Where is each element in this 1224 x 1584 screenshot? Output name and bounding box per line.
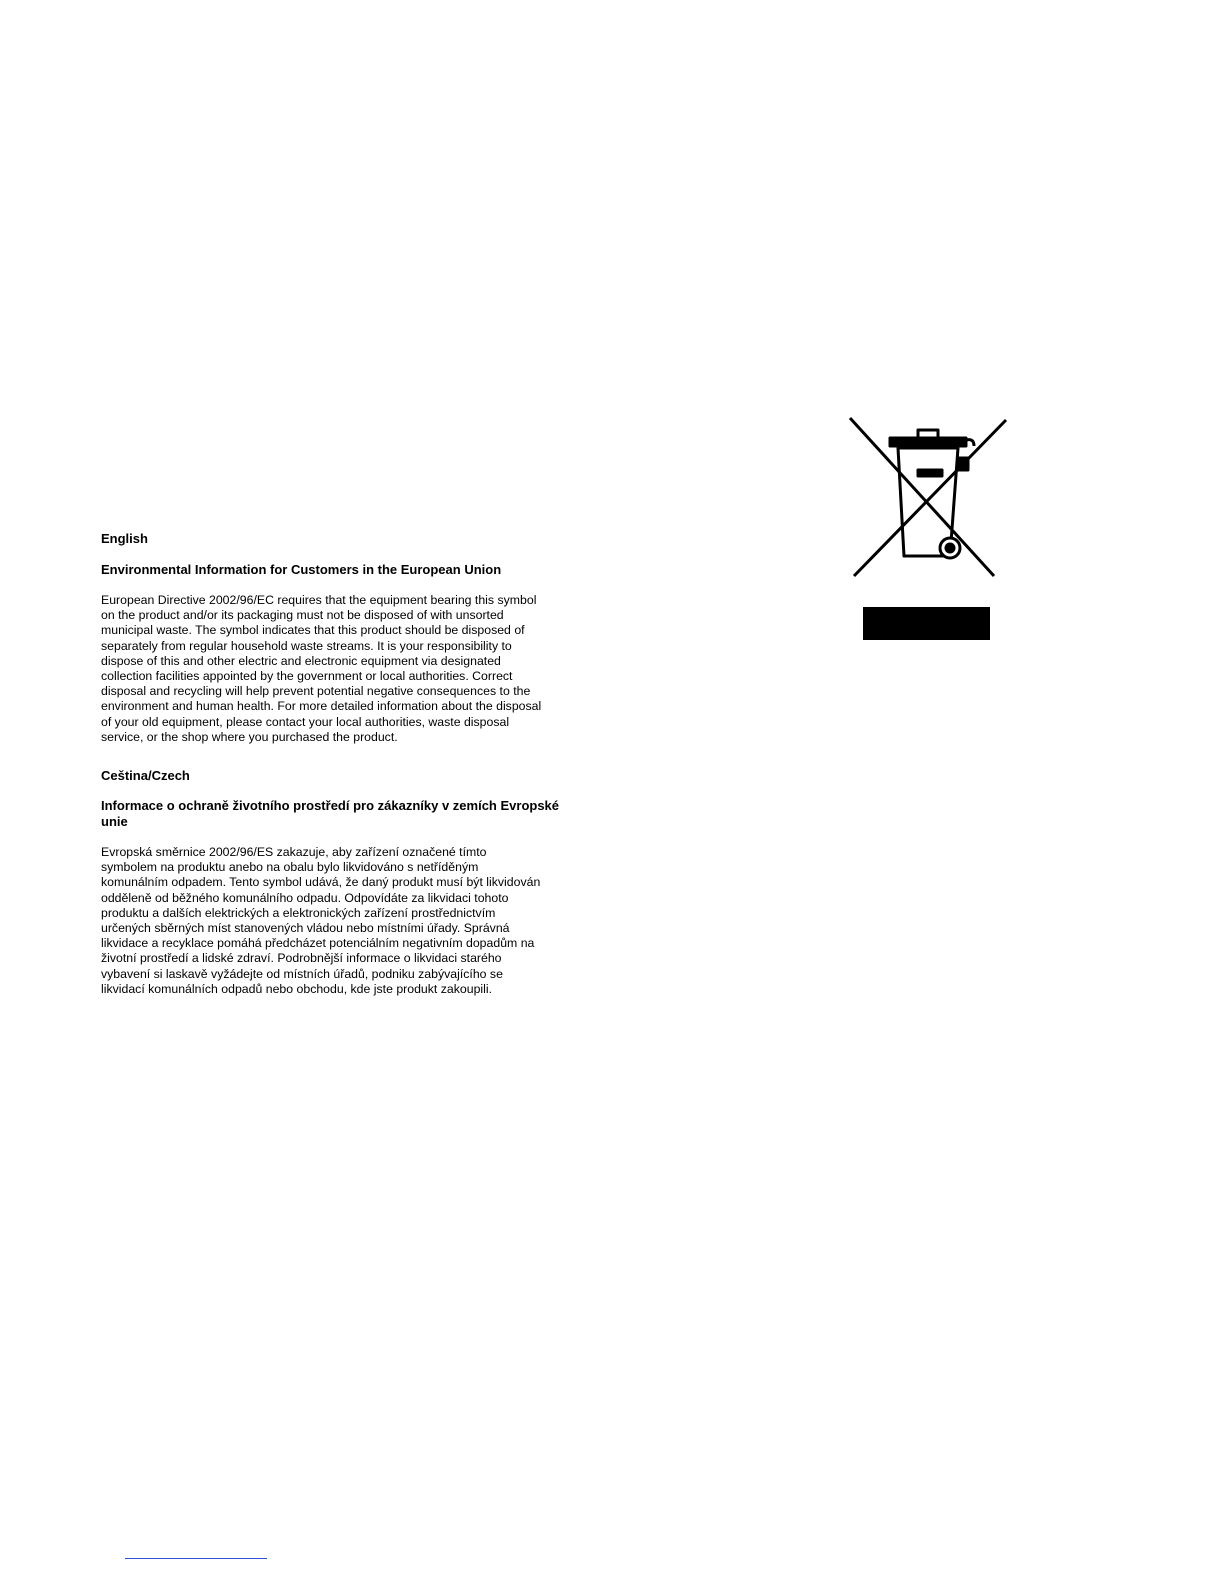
bin-label — [918, 470, 942, 476]
footnote-rule — [125, 1558, 267, 1559]
czech-section-body: Evropská směrnice 2002/96/ES zakazuje, aby zařízení označené tímto symbolem na produktu anebo na obalu bylo likvidováno s netříděným komunálním odpadem. Tento symbol udává, že daný produkt musí být likvidován odděleně od běžného komunálního odpadu. Odpovídáte za likvidaci tohoto produktu a dalších elektrických a elektronických zařízení prostřednictvím určených sběrných míst stanovených vládou nebo místními úřady. Správná likvidace a recyklace pomáhá předcházet potenciálním negativním dopadům na životní prostředí a lidské zdraví. Podrobnější informace o likvidaci starého vybavení si laskavě vyžádejte od místních úřadů, podniku zabývajícího se likvidací komunálních odpadů nebo obchodu, kde jste produkt zakoupili. — [101, 845, 541, 996]
czech-language-label: Ceština/Czech — [101, 768, 190, 783]
bin-handle — [918, 430, 938, 438]
english-language-label: English — [101, 531, 148, 546]
crossed-out-wheelie-bin-icon — [846, 414, 1010, 582]
english-section-title: Environmental Information for Customers in the European Union — [101, 562, 502, 577]
bin-wheel-hub — [946, 544, 954, 552]
weee-date-bar — [863, 607, 990, 640]
english-section-body: European Directive 2002/96/EC requires that the equipment bearing this symbol on the product and/or its packaging must not be disposed of with unsorted municipal waste. The symbol indicates that this product should be disposed of separately from regular household waste streams. It is your responsibility to dispose of this and other electric and electronic equipment via designated collection facilities appointed by the government or local authorities. Correct disposal and recycling will help prevent potential negative consequences to the environment and human health. For more detailed information about the disposal of your old equipment, please contact your local authorities, waste disposal service, or the shop where you purchased the product. — [101, 593, 542, 744]
czech-section-title: Informace o ochraně životního prostředí pro zákazníky v zemích Evropské unie — [101, 798, 560, 829]
